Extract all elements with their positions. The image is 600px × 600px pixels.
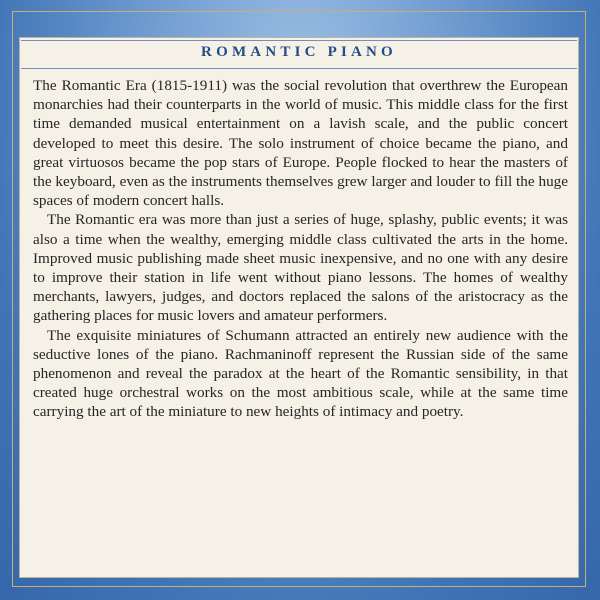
paragraph-1: The Romantic Era (1815-1911) was the social revolution that overthrew the European monarchies had their counterparts in the world of music. This middle class for the first time demanded musical entertainment on a lavish scale, and the public concert developed to meet this desire. The solo instrument of choice became the piano, and great virtuosos became the pop stars of Europe. People flocked to hear the masters of the keyboard, even as the instruments themselves grew larger and louder to fill the huge spaces of modern concert halls. xyxy=(33,77,568,210)
paragraph-3: The exquisite miniatures of Schumann attracted an entirely new audience with the seductive lones of the piano. Rachmaninoff represent the Russian side of the same phenomenon and reveal the paradox at the heart of the Romantic sensibility, in that created huge orchestral works on the most ambitious scale, while at the same time carrying the art of the miniature to new heights of intimacy and poetry. xyxy=(33,326,568,421)
page-title: ROMANTIC PIANO xyxy=(201,44,397,60)
article-body xyxy=(33,76,568,422)
title-bar xyxy=(21,40,577,69)
paragraph-2: The Romantic era was more than just a series of huge, splashy, public events; it was also a time when the wealthy, emerging middle class cultivated the arts in the home. Improved music publishing made sheet music inexpensive, and no one with any desire to improve their station in life went without piano lessons. The homes of wealthy merchants, lawyers, judges, and doctors replaced the salons of the aristocracy as the gathering places for music lovers and amateur performers. xyxy=(33,211,568,325)
